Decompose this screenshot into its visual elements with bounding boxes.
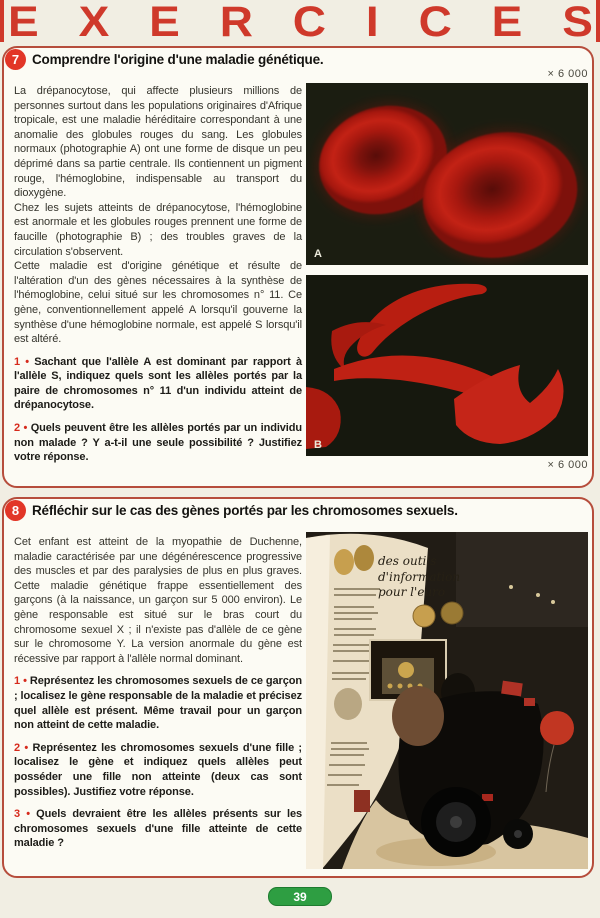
page-header-exercices [8, 0, 592, 46]
header-letter: E [149, 0, 179, 46]
paragraph: La drépanocytose, qui affecte plusieurs millions de personnes surtout dans les populations originaires d'Afrique tropicale, est une maladie héréditaire correspondant à une anomalie des globules rouges du sang. Les globules normaux (photographie A) ont une forme de disque un peu déprimé dans sa partie centrale. Ils contiennent un pigment rouge, l'hémoglobine, indispensable au transport du dioxygène. [14, 85, 302, 200]
page-number-badge: 39 [268, 887, 332, 906]
panel-title-line: pour l'euro [378, 585, 446, 599]
sickle-cell [306, 387, 341, 449]
ceiling-light [536, 593, 540, 597]
page-edge-mark-left [0, 0, 4, 42]
panel-title-line: des outils [378, 554, 437, 568]
header-letter: C [292, 0, 326, 46]
exercise-7-photo-column [306, 68, 588, 471]
question-text: Représentez les chromosomes sexuels d'une fille ; localisez le gène et indiquez quels allèles peut posséder une fille non atteinte (deux cas sont possibles). Justifiez votre réponse. [14, 741, 302, 798]
exercise-8-title: Réfléchir sur le cas des gènes portés par les chromosomes sexuels. [32, 503, 458, 518]
question-1 [14, 355, 302, 413]
question-text: Sachant que l'allèle A est dominant par rapport à l'allèle S, indiquez quels sont les allèles portés par la paire de chromosomes n° 11 d'un individu atteint de drépanocytose. [14, 355, 302, 412]
question-number: 1 • [14, 675, 27, 688]
header-letter: I [365, 0, 378, 46]
coin-image [334, 549, 354, 575]
header-letter: E [491, 0, 522, 46]
sickle-cell [357, 284, 487, 357]
question-text: Quels peuvent être les allèles portés par un individu non malade ? Y a-t-il une seule possibilité ? Justifiez votre réponse. [14, 422, 302, 464]
paragraph: Chez les sujets atteints de drépanocytose, l'hémoglobine est anormale et les globules rouges prennent une forme de faucille (photographie B) ; des troubles graves de la circulation s'observent. [14, 201, 302, 258]
machine-dial [398, 662, 414, 678]
question-text: Quels devraient être les allèles présents sur les chromosomes sexuels d'une fille atteinte de cette maladie ? [14, 808, 303, 850]
question-2 [14, 421, 302, 465]
header-letter: X [78, 0, 109, 46]
page-edge-mark-right [596, 0, 600, 42]
wheelchair-red-accent [524, 698, 535, 706]
ceiling-light [551, 600, 555, 604]
wheelchair-red-accent [482, 794, 493, 801]
panel-photo [334, 688, 362, 720]
panel-stamp-image [354, 790, 370, 812]
exercise-8-number-badge: 8 [5, 500, 26, 521]
question-number: 2 • [14, 741, 29, 754]
panel-title-line: d'information [378, 569, 461, 584]
wheelchair-side-guard [392, 686, 444, 746]
caster-hub [514, 830, 522, 838]
paragraph: Cet enfant est atteint de la myopathie de Duchenne, maladie caractérisée par une dégénérescence progressive des muscles et par des paralysies de plus en plus graves. Cette maladie génétique frappe essentiellement des garçons (à la naissance, un garçon sur 5 000 environ). Le gène responsable est situé sur le bras court du chromosome sexuel X ; il n'existe pas d'allèle de ce gène sur le chromosome Y. La version anormale du gène est récessive par rapport à l'allèle normal dominant. [14, 536, 302, 665]
question-number: 3 • [14, 808, 30, 821]
photo-boy-wheelchair-euro-exhibit [306, 532, 588, 869]
coin-image [354, 545, 374, 571]
header-letter: R [219, 0, 252, 46]
coin-image [441, 602, 463, 624]
exercise-8-text-column [14, 535, 302, 851]
photo-a-normal-red-blood-cells [306, 83, 588, 265]
header-letter: S [562, 0, 592, 46]
question-3 [14, 807, 302, 851]
wheelchair-red-accent [501, 681, 523, 697]
photo-b-label: B [314, 439, 322, 451]
exercise-7-number-badge: 7 [5, 49, 26, 70]
question-text: Représentez les chromosomes sexuels de ce garçon ; localisez le gène responsable de la maladie et précisez quel allèle est présent. Même travail pour un garçon non atteint de cette maladie. [14, 675, 302, 732]
question-1 [14, 674, 302, 732]
exercise-7-title: Comprendre l'origine d'une maladie génétique. [32, 52, 324, 67]
exercise-8-box [2, 497, 594, 878]
header-letter: E [8, 0, 38, 46]
question-number: 2 • [14, 422, 28, 435]
magnification-label-bottom: × 6 000 [547, 459, 588, 471]
ceiling-light [509, 585, 513, 589]
question-number: 1 • [14, 355, 30, 368]
red-balloon [540, 711, 574, 745]
exercise-7-box [2, 46, 594, 488]
paragraph: Cette maladie est d'origine génétique et résulte de l'altération d'un des gènes nécessaires à la synthèse de l'hémoglobine, celui situé sur les chromosomes n° 11. Ce gène, conventionnellement appelé A lorsqu'il gouverne la synthèse d'une hémoglobine normale, est appelé S lorsqu'il est altéré. [14, 260, 302, 346]
coin-image [413, 605, 435, 627]
wheel-hub [450, 816, 462, 828]
photo-b-sickle-cells [306, 275, 588, 456]
exhibit-panel-title [378, 554, 488, 601]
question-2 [14, 741, 302, 799]
magnification-label-top: × 6 000 [547, 68, 588, 80]
exercise-7-text-column [14, 84, 302, 465]
sickle-cells-illustration [306, 275, 588, 456]
photo-a-label: A [314, 248, 322, 260]
header-letter: C [418, 0, 451, 46]
